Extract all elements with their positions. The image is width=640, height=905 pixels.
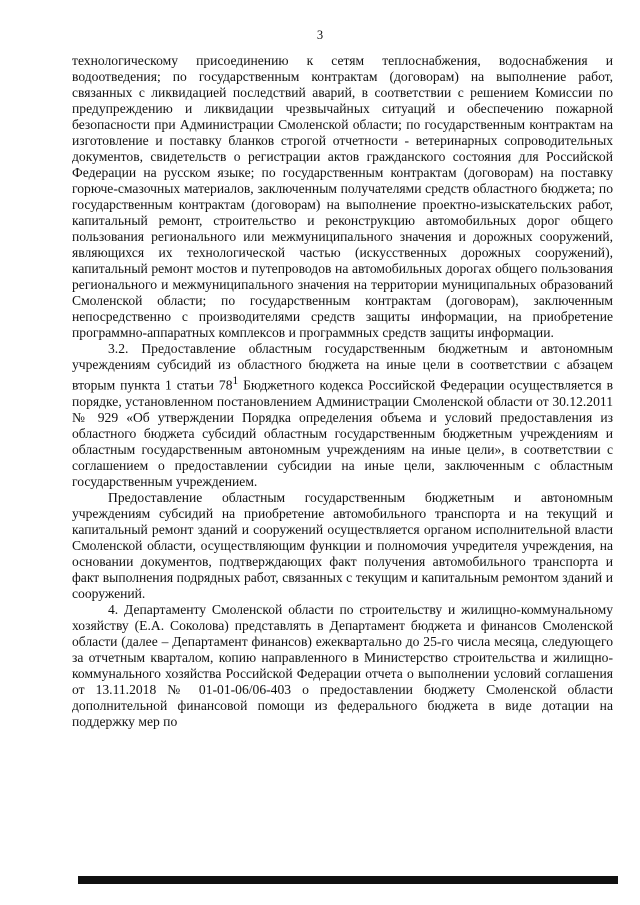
page-number: 3	[316, 28, 324, 42]
paragraph-2-text-end: Бюджетного кодекса Российской Федерации осуществляется в порядке, установленном постановлением Администрации Смоленской области от 30.12.2011 № 929 «Об утверждении Порядка определения объема и условий предоставления из областного бюджета субсидий областным государственным бюджетным учреждениям и областным государственным автономным учреждениям на иные цели», в соответствии с соглашением о предоставлении субсидии на иные цели, заключенным с областным государственным учреждением.	[72, 377, 613, 489]
superscript-article-number: 1	[232, 375, 239, 387]
paragraph-2-text-start: 3.2. Предоставление областным государственным бюджетным и автономным учреждениям субсидий из областного бюджета на иные цели в соответствии с абзацем вторым пункта 1 статьи 78	[72, 341, 613, 393]
paragraph-4: 4. Департаменту Смоленской области по строительству и жилищно-коммунальному хозяйству (Е.А. Соколова) представлять в Департамент бюджета и финансов Смоленской области (далее – Департамент финансов) ежеквартально до 25-го числа месяца, следующего за отчетным кварталом, копию направленного в Министерство строительства и жилищно-коммунального хозяйства Российской Федерации отчета о выполнении условий соглашения от 13.11.2018 № 01-01-06/06-403 о предоставлении бюджету Смоленской области дополнительной финансовой помощи из федерального бюджета в виде дотации на поддержку мер по	[72, 601, 613, 729]
bottom-scan-edge	[78, 876, 618, 884]
paragraph-1: технологическому присоединению к сетям теплоснабжения, водоснабжения и водоотведения; по государственным контрактам (договорам) на выполнение работ, связанных с ликвидацией последствий аварий, в соответствии с решением Комиссии по предупреждению и ликвидации чрезвычайных ситуаций и обеспечению пожарной безопасности при Администрации Смоленской области; по государственным контрактам на изготовление и поставку бланков строгой отчетности - ветеринарных сопроводительных документов, свидетельств о регистрации актов гражданского состояния для Российской Федерации на русском языке; по государственным контрактам (договорам) на поставку горюче-смазочных материалов, заключенным получателями средств областного бюджета; по государственным контрактам (договорам) на выполнение проектно-изыскательских работ, капитальный ремонт, строительство и реконструкцию автомобильных дорог общего пользования регионального или межмуниципального значения и дорожных сооружений, являющихся их технологической частью (искусственных дорожных сооружений), капитальный ремонт мостов и путепроводов на автомобильных дорогах общего пользования регионального и межмуниципального значения на территории муниципальных образований Смоленской области; по государственным контрактам (договорам), заключенным непосредственно с производителями средств защиты информации, на приобретение программно-аппаратных комплексов и программных средств защиты информации.	[72, 53, 613, 340]
paragraph-2	[72, 341, 613, 490]
document-body	[72, 53, 613, 730]
paragraph-3: Предоставление областным государственным бюджетным и автономным учреждениям субсидий на приобретение автомобильного транспорта и на текущий и капитальный ремонт зданий и сооружений осуществляется органом исполнительной власти Смоленской области, осуществляющим функции и полномочия учредителя учреждения, на основании документов, подтверждающих факт получения автомобильного транспорта и факт выполнения подрядных работ, связанных с текущим и капитальным ремонтом зданий и сооружений.	[72, 489, 613, 601]
